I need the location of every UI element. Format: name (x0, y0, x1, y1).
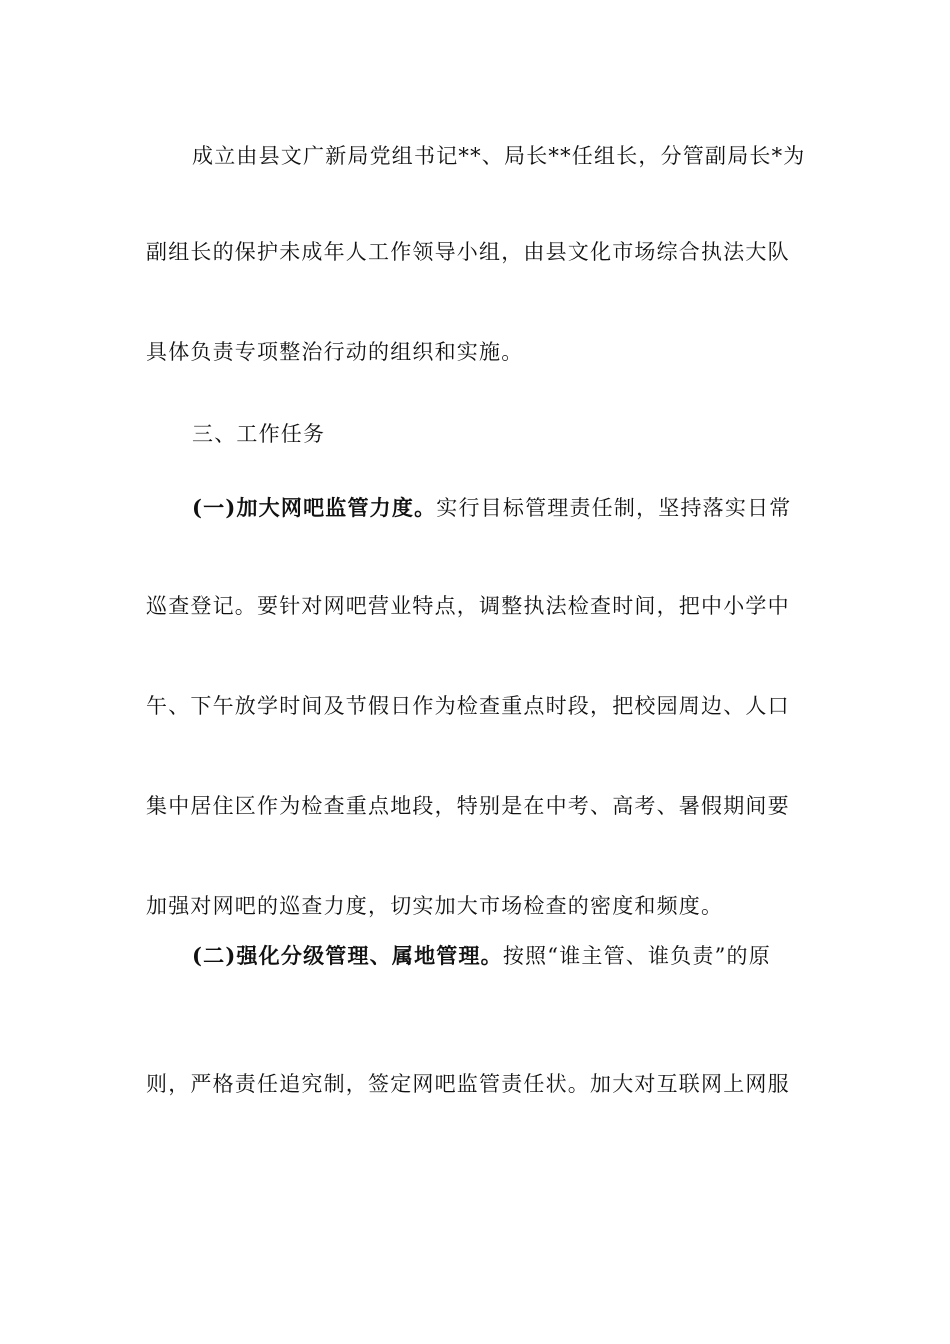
paragraph-line (192, 494, 852, 522)
paragraph-line: 具体负责专项整治行动的组织和实施。 (146, 340, 524, 364)
paragraph-line: 集中居住区作为检查重点地段，特别是在中考、高考、暑假期间要 (146, 794, 790, 818)
section-heading: 三、工作任务 (192, 422, 326, 446)
paragraph-line: 副组长的保护未成年人工作领导小组，由县文化市场综合执法大队 (146, 240, 790, 264)
paragraph-line (192, 942, 852, 970)
paragraph-line: 则，严格责任追究制，签定网吧监管责任状。加大对互联网上网服 (146, 1072, 790, 1096)
paragraph-text: 实行目标管理责任制，坚持落实日常 (436, 496, 792, 520)
subsection-heading: (一)加大网吧监管力度。 (192, 495, 437, 520)
paragraph-line: 加强对网吧的巡查力度，切实加大市场检查的密度和频度。 (146, 894, 724, 918)
paragraph-line: 成立由县文广新局党组书记**、局长**任组长，分管副局长*为 (192, 144, 806, 168)
paragraph-line: 午、下午放学时间及节假日作为检查重点时段，把校园周边、人口 (146, 694, 790, 718)
paragraph-line: 巡查登记。要针对网吧营业特点，调整执法检查时间，把中小学中 (146, 594, 790, 618)
paragraph-text: 按照“谁主管、谁负责”的原 (502, 944, 771, 968)
subsection-heading: (二)强化分级管理、属地管理。 (192, 943, 503, 968)
